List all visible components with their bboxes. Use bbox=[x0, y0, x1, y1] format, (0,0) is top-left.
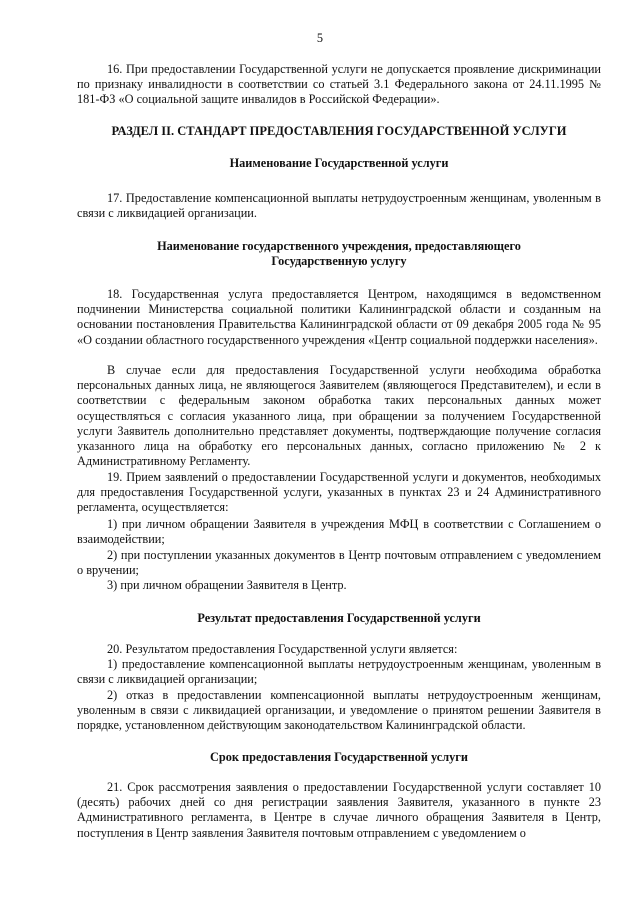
heading-result: Результат предоставления Государственной услуги bbox=[197, 611, 481, 625]
heading-institution-line-2: Государственную услугу bbox=[271, 254, 407, 269]
paragraph-18-consent: В случае если для предоставления Государственной услуги необходима обработка персональных данных лица, не являющегося Заявителем (являющегося Представителем), и если в соответствии с федеральным законом обработка таких персональных данных может осуществляться с согласия указанного лица, при обращении за получением Государственной услуги Заявитель дополнительно представляет документы, подтверждающие получение согласия указанного лица на обработку его персональных данных, согласно приложению № 2 к Административному Регламенту. bbox=[77, 363, 601, 469]
paragraph-18: 18. Государственная услуга предоставляется Центром, находящимся в ведомственном подчинении Министерства социальной политики Калининградской области и созданным на основании постановления Правительства Калининградской области от 09 декабря 2005 года № 95 «О создании областного государственного учреждения «Центр социальной поддержки населения». bbox=[77, 287, 601, 347]
heading-term: Срок предоставления Государственной услуги bbox=[210, 750, 468, 764]
heading-service-name: Наименование Государственной услуги bbox=[229, 156, 449, 170]
paragraph-16: 16. При предоставлении Государственной услуги не допускается проявление дискриминации по признаку инвалидности в соответствии со статьей 3.1 Федерального закона от 24.11.1995 № 181-ФЗ «О социальной защите инвалидов в Российской Федерации». bbox=[77, 62, 601, 107]
paragraph-20-item-1: 1) предоставление компенсационной выплаты нетрудоустроенным женщинам, уволенным в связи с ликвидацией организации; bbox=[77, 657, 601, 687]
page-number: 5 bbox=[316, 31, 324, 45]
heading-institution-line-1: Наименование государственного учреждения, предоставляющего bbox=[157, 239, 521, 253]
paragraph-19: 19. Прием заявлений о предоставлении Государственной услуги и документов, необходимых для предоставления Государственной услуги, указанных в пунктах 23 и 24 Административного регламента, осуществляется: bbox=[77, 470, 601, 515]
paragraph-20-item-2: 2) отказ в предоставлении компенсационной выплаты нетрудоустроенным женщинам, уволенным в связи с ликвидацией организации, и уведомление о принятом решении Заявителя в порядке, установленном действующим законодательством Калининградской области. bbox=[77, 688, 601, 733]
heading-institution bbox=[77, 239, 601, 269]
paragraph-19-item-1: 1) при личном обращении Заявителя в учреждения МФЦ в соответствии с Соглашением о взаимодействии; bbox=[77, 517, 601, 547]
paragraph-20: 20. Результатом предоставления Государственной услуги является: bbox=[107, 642, 458, 656]
paragraph-21: 21. Срок рассмотрения заявления о предоставлении Государственной услуги составляет 10 (десять) рабочих дней со дня регистрации заявления Заявителя, указанного в пункте 23 Административного регламента, в Центре в случае личного обращения Заявителя в Центр, поступления в Центр заявления Заявителя почтовым отправлением с уведомлением о bbox=[77, 780, 601, 840]
paragraph-17: 17. Предоставление компенсационной выплаты нетрудоустроенным женщинам, уволенным в связи с ликвидацией организации. bbox=[77, 191, 601, 221]
paragraph-19-item-3: 3) при личном обращении Заявителя в Центр. bbox=[107, 578, 347, 592]
section-title: РАЗДЕЛ II. СТАНДАРТ ПРЕДОСТАВЛЕНИЯ ГОСУДАРСТВЕННОЙ УСЛУГИ bbox=[111, 124, 567, 138]
paragraph-19-item-2: 2) при поступлении указанных документов в Центр почтовым отправлением с уведомлением о вручении; bbox=[77, 548, 601, 578]
